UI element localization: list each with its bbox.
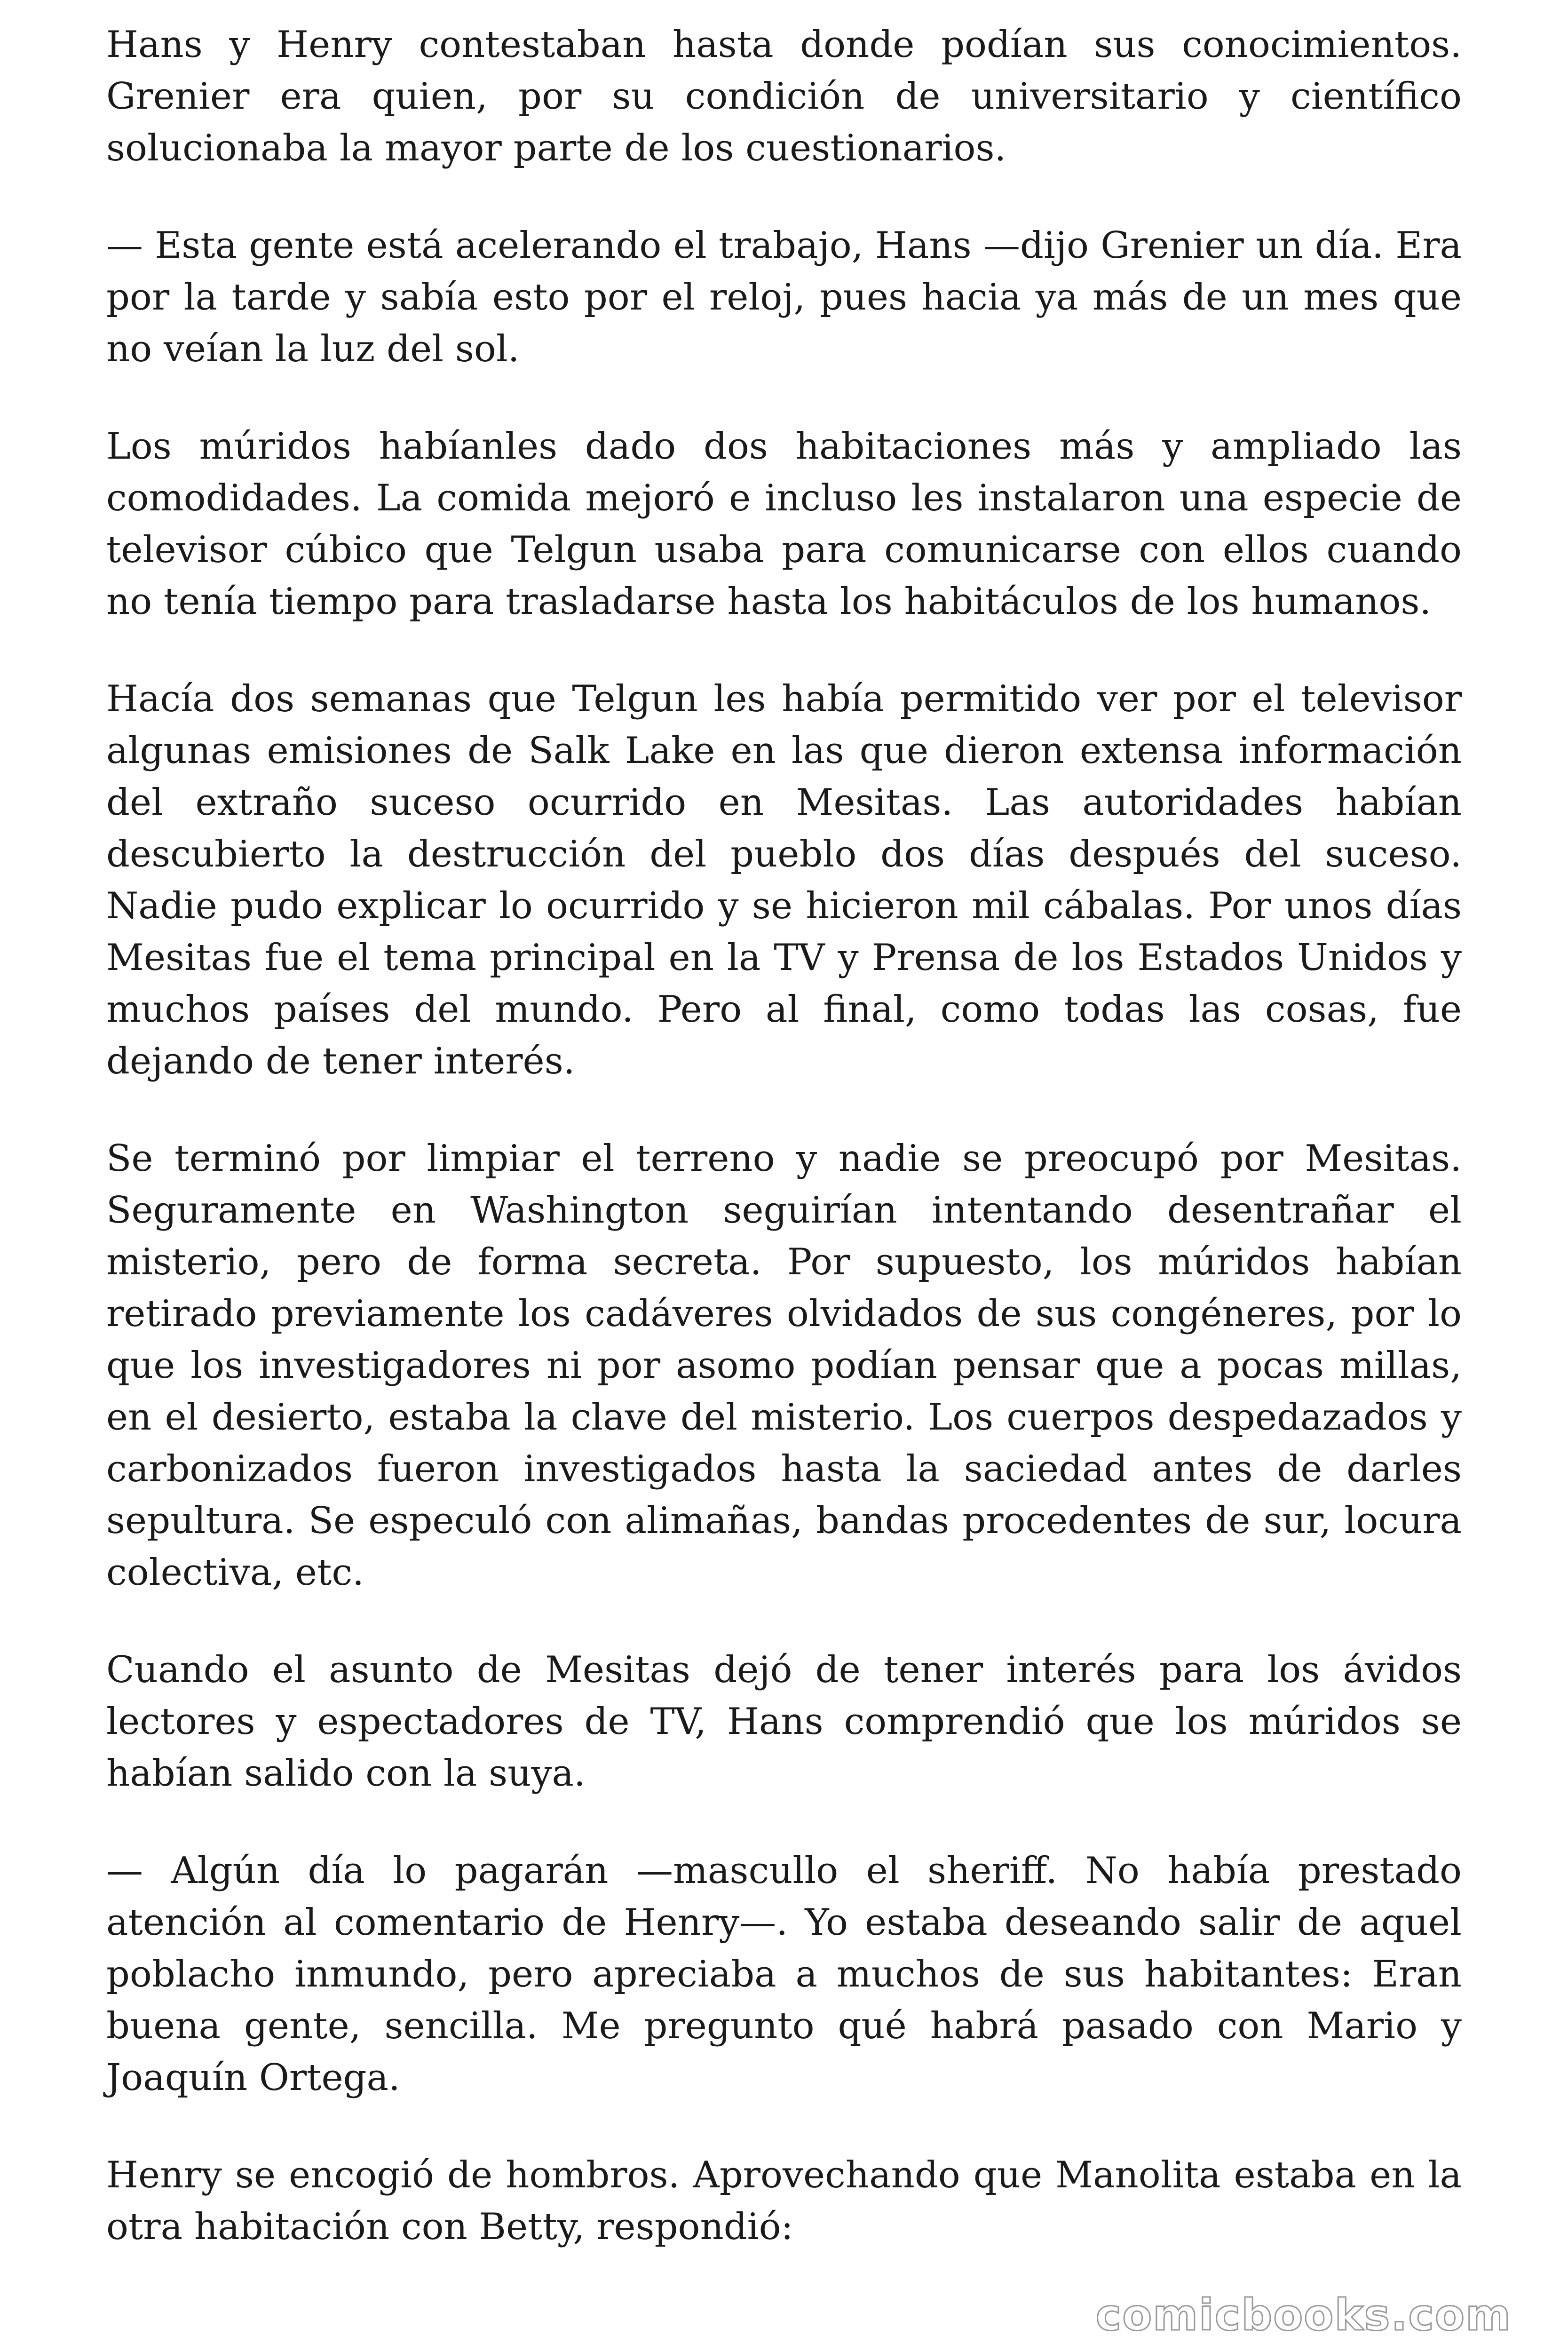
watermark: comicbooks.com	[1095, 2290, 1512, 2340]
paragraph: Hans y Henry contestaban hasta donde podían sus conocimientos. Grenier era quien, por su condición de universitario y científico solucionaba la mayor parte de los cuestionarios.	[106, 24, 1462, 169]
paragraph: — Esta gente está acelerando el trabajo, Hans —dijo Grenier un día. Era por la tarde y sabía esto por el reloj, pues hacia ya más de un mes que no veían la luz del sol.	[106, 224, 1462, 370]
paragraph: Cuando el asunto de Mesitas dejó de tener interés para los ávidos lectores y espectadores de TV, Hans comprendió que los múridos se habían salido con la suya.	[106, 1649, 1462, 1795]
paragraph: Los múridos habíanles dado dos habitaciones más y ampliado las comodidades. La comida mejoró e incluso les instalaron una especie de televisor cúbico que Telgun usaba para comunicarse con ellos cuando no tenía tiempo para trasladarse hasta los habitáculos de los humanos.	[106, 425, 1462, 623]
paragraph: Henry se encogió de hombros. Aprovechando que Manolita estaba en la otra habitación con Betty, respondió:	[106, 2154, 1462, 2248]
paragraph: Hacía dos semanas que Telgun les había permitido ver por el televisor algunas emisiones de Salk Lake en las que dieron extensa información del extraño suceso ocurrido en Mesitas. Las autoridades habían descubierto la destrucción del pueblo dos días después del suceso. Nadie pudo explicar lo ocurrido y se hicieron mil cábalas. Por unos días Mesitas fue el tema principal en la TV y Prensa de los Estados Unidos y muchos países del mundo. Pero al final, como todas las cosas, fue dejando de tener interés.	[106, 678, 1462, 1082]
paragraph: — Algún día lo pagarán —mascullo el sheriff. No había prestado atención al comentario de Henry—. Yo estaba deseando salir de aquel poblacho inmundo, pero apreciaba a muchos de sus habitantes: Eran buena gente, sencilla. Me pregunto qué habrá pasado con Mario y Joaquín Ortega.	[106, 1850, 1462, 2099]
paragraph: Se terminó por limpiar el terreno y nadie se preocupó por Mesitas. Seguramente en Washington seguirían intentando desentrañar el misterio, pero de forma secreta. Por supuesto, los múridos habían retirado previamente los cadáveres olvidados de sus congéneres, por lo que los investigadores ni por asomo podían pensar que a pocas millas, en el desierto, estaba la clave del misterio. Los cuerpos despedazados y carbonizados fueron investigados hasta la saciedad antes de darles sepultura. Se especuló con alimañas, bandas procedentes de sur, locura colectiva, etc.	[106, 1137, 1462, 1594]
page-body	[106, 19, 1462, 2298]
